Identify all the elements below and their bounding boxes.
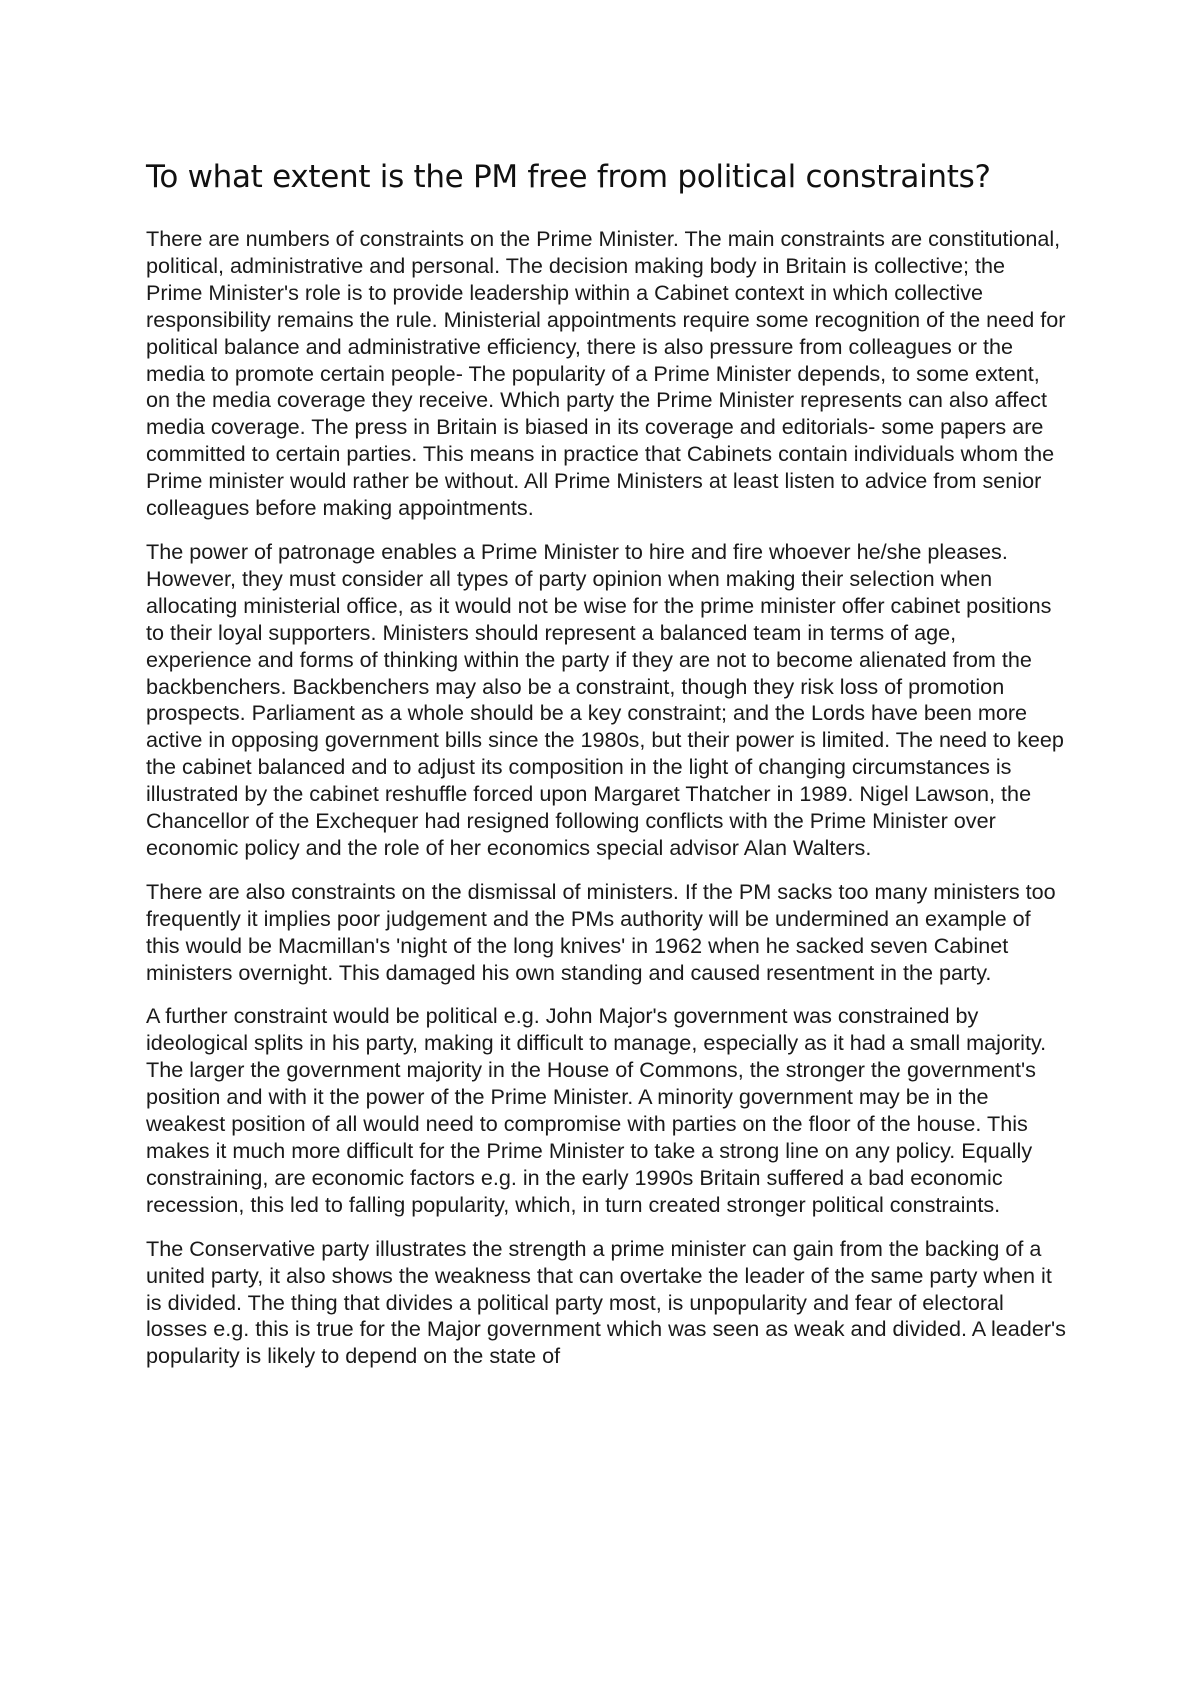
document-body <box>146 150 1066 1387</box>
paragraph-conservative-party: The Conservative party illustrates the strength a prime minister can gain from the backing of a united party, it also shows the weakness that can overtake the leader of the same party when it is divided. The thing that divides a political party most, is unpopularity and fear of electoral losses e.g. this is true for the Major government which was seen as weak and divided. A leader's popularity is likely to depend on the state of <box>146 1235 1066 1369</box>
paragraph-political-constraint: A further constraint would be political e.g. John Major's government was constrained by ideological splits in his party, making it difficult to manage, especially as it had a small majority. The larger the government majority in the House of Commons, the stronger the government's position and with it the power of the Prime Minister. A minority government may be in the weakest position of all would need to compromise with parties on the floor of the house. This makes it much more difficult for the Prime Minister to take a strong line on any policy. Equally constraining, are economic factors e.g. in the early 1990s Britain suffered a bad economic recession, this led to falling popularity, which, in turn created stronger political constraints. <box>146 1003 1047 1217</box>
document-title: To what extent is the PM free from political constraints? <box>146 159 991 195</box>
paragraph-patronage: The power of patronage enables a Prime Minister to hire and fire whoever he/she pleases. However, they must consider all types of party opinion when making their selection when allocating ministerial office, as it would not be wise for the prime minister offer cabinet positions to their loyal supporters. Ministers should represent a balanced team in terms of age, experience and forms of thinking within the party if they are not to become alienated from the backbenchers. Backbenchers may also be a constraint, though they risk loss of promotion prospects. Parliament as a whole should be a key constraint; and the Lords have been more active in opposing government bills since the 1980s, but their power is limited. The need to keep the cabinet balanced and to adjust its composition in the light of changing circumstances is illustrated by the cabinet reshuffle forced upon Margaret Thatcher in 1989. Nigel Lawson, the Chancellor of the Exchequer had resigned following conflicts with the Prime Minister over economic policy and the role of her economics special advisor Alan Walters. <box>146 538 1064 860</box>
paragraph-dismissal: There are also constraints on the dismissal of ministers. If the PM sacks too many ministers too frequently it implies poor judgement and the PMs authority will be undermined an example of this would be Macmillan's 'night of the long knives' in 1962 when he sacked seven Cabinet ministers overnight. This damaged his own standing and caused resentment in the party. <box>146 878 1056 985</box>
paragraph-intro-constraints: There are numbers of constraints on the Prime Minister. The main constraints are constitutional, political, administrative and personal. The decision making body in Britain is collective; the Prime Minister's role is to provide leadership within a Cabinet context in which collective responsibility remains the rule. Ministerial appointments require some recognition of the need for political balance and administrative efficiency, there is also pressure from colleagues or the media to promote certain people- The popularity of a Prime Minister depends, to some extent, on the media coverage they receive. Which party the Prime Minister represents can also affect media coverage. The press in Britain is biased in its coverage and editorials- some papers are committed to certain parties. This means in practice that Cabinets contain individuals whom the Prime minister would rather be without. All Prime Ministers at least listen to advice from senior colleagues before making appointments. <box>146 226 1066 521</box>
